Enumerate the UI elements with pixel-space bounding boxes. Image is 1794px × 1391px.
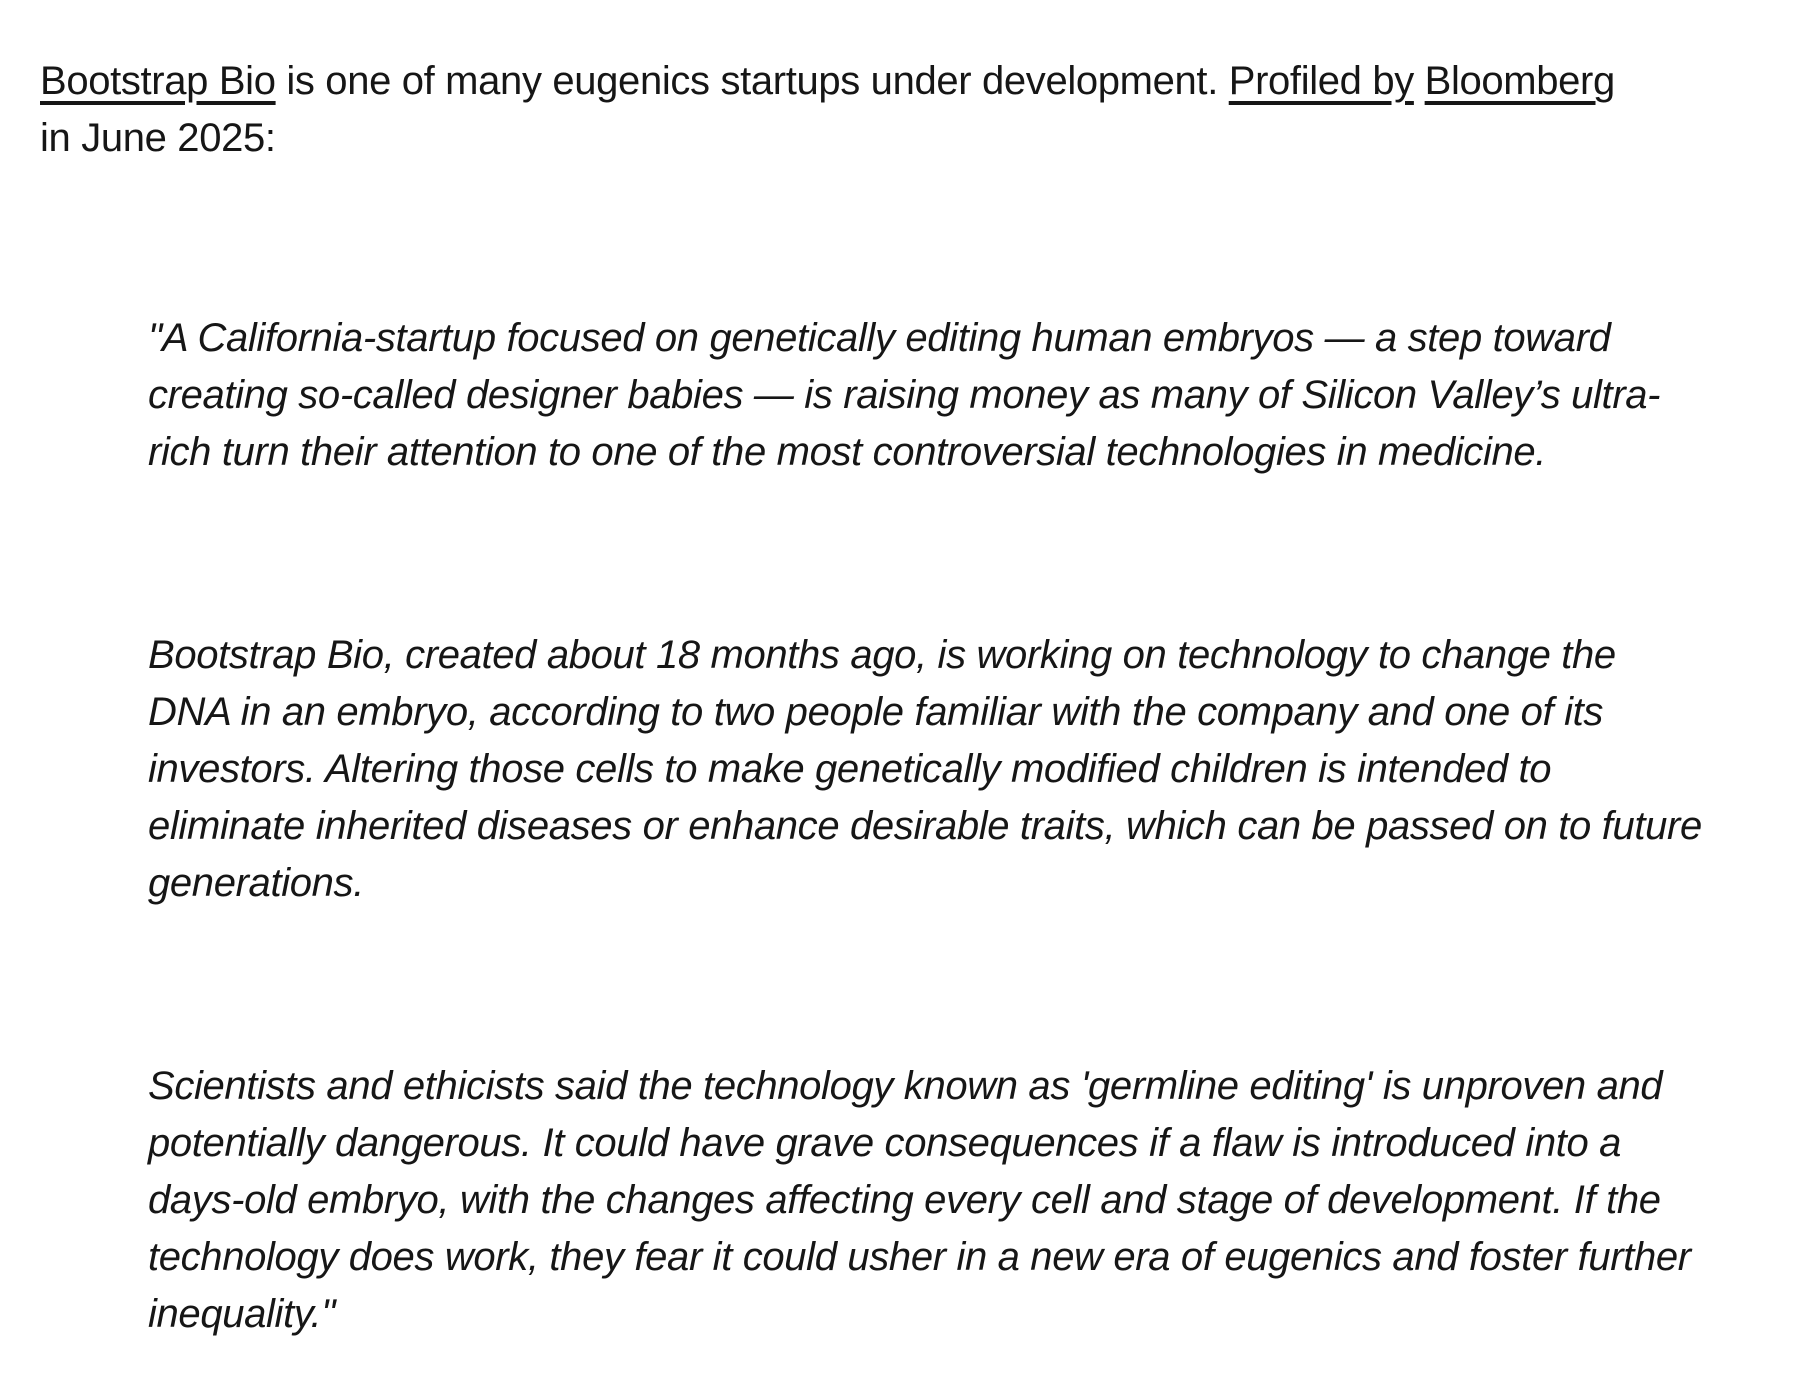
bootstrap-bio-link-label[interactable]: Bootstrap Bio [40, 59, 276, 103]
bootstrap-bio-link[interactable] [40, 59, 276, 103]
intro-paragraph [40, 53, 1754, 167]
bloomberg-link[interactable] [1229, 59, 1615, 103]
bloomberg-link-label-2[interactable]: Bloomberg [1424, 59, 1615, 103]
quote-paragraph-1: "A California-startup focused on genetically editing human embryos — a step toward creating so-called designer babies — is raising money as many of Silicon Valley’s ultra- rich turn their attention to one of the most controversial technologies in medicine. [148, 316, 1661, 474]
bloomberg-link-label-1[interactable]: Profiled by [1228, 59, 1414, 103]
quote-paragraph-2: Bootstrap Bio, created about 18 months ago, is working on technology to change the DNA in an embryo, according to two people familiar with the company and one of its investors. Altering those cells to make genetically modified children is intended to eliminate inherited diseases or enhance desirable traits, which can be passed on to future generations. [148, 633, 1702, 905]
intro-middle-text: is one of many eugenics startups under development. [275, 59, 1229, 103]
quote-paragraph-3: Scientists and ethicists said the technology known as 'germline editing' is unproven and potentially dangerous. It could have grave consequences if a flaw is introduced into a days-old embryo, with the changes affecting every cell and stage of development. If the technology does work, they fear it could usher in a new era of eugenics and foster further inequality." [148, 1064, 1691, 1336]
intro-line-1 [40, 59, 1615, 103]
quote-block [148, 310, 1754, 1343]
intro-line-2: in June 2025: [40, 116, 276, 160]
